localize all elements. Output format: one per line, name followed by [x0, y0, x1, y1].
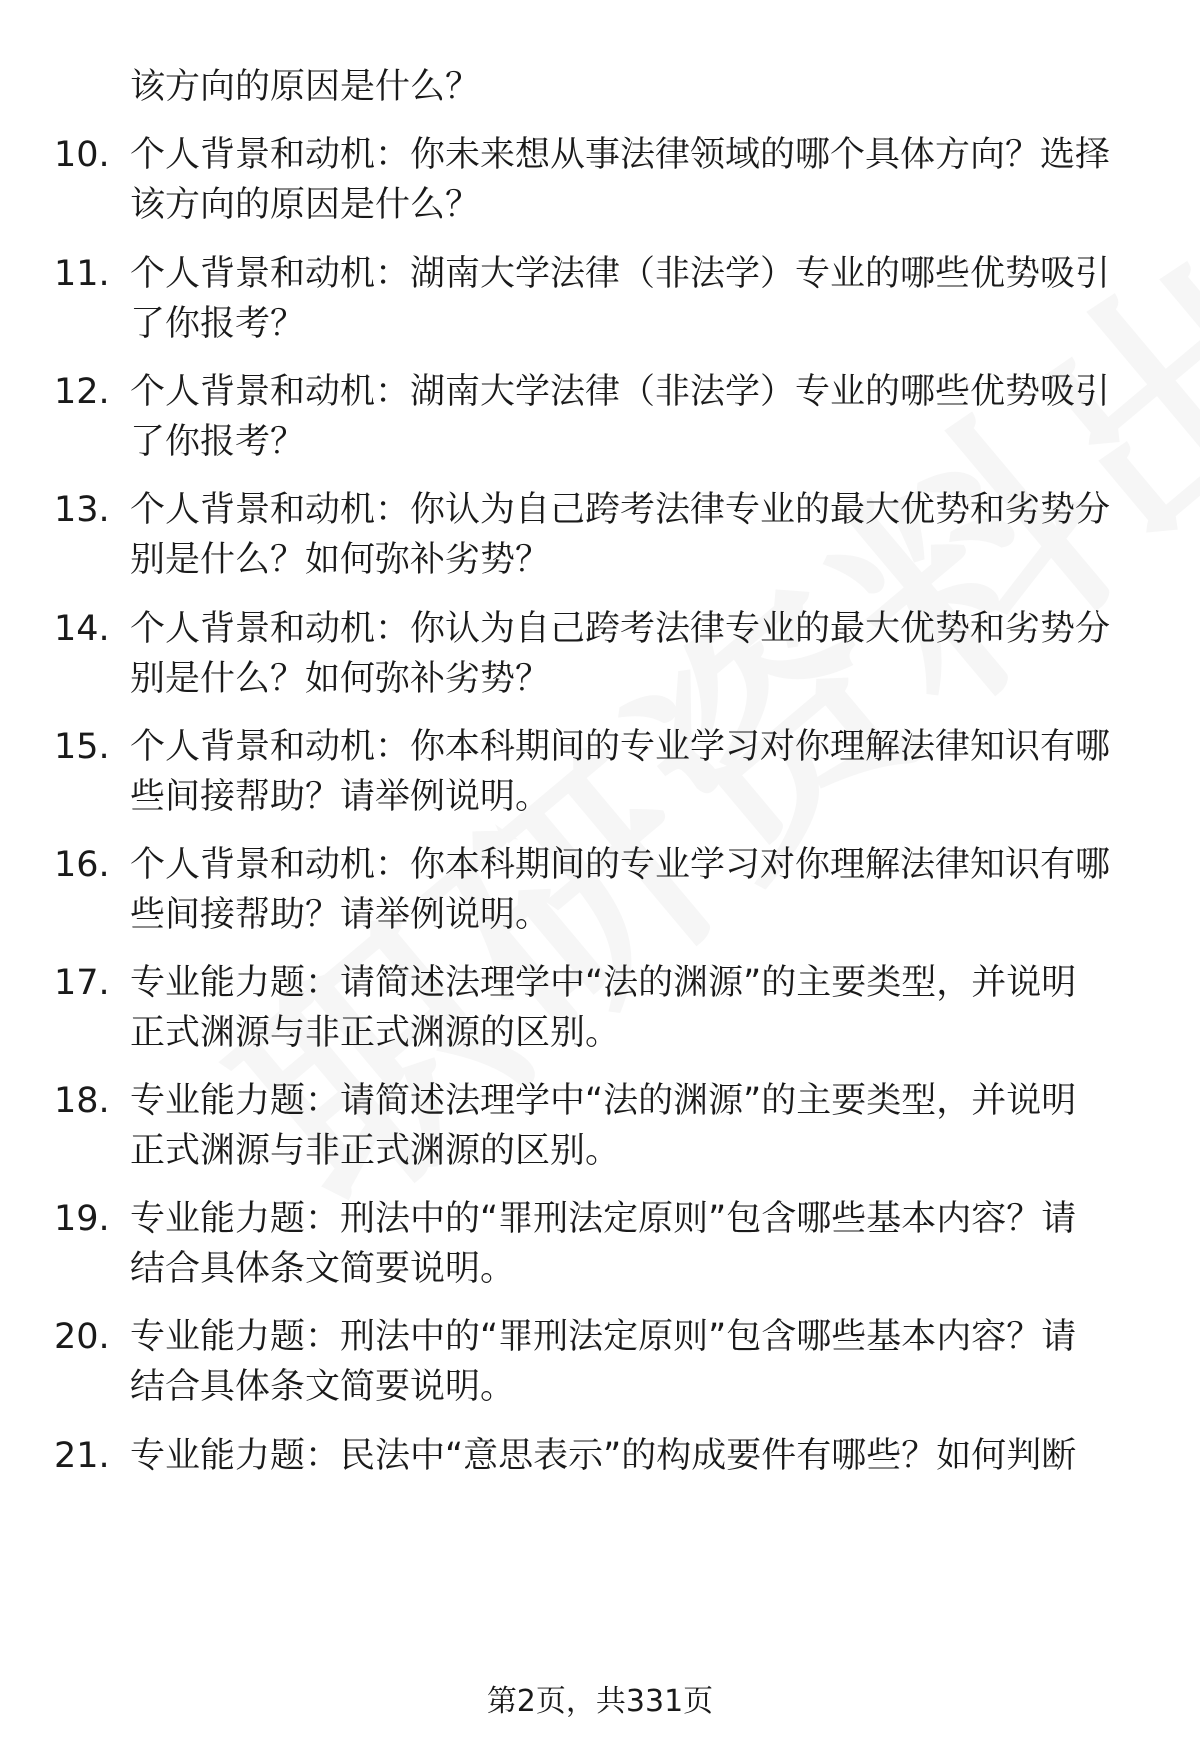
question-line: 个人背景和动机：你未来想从事法律领域的哪个具体方向？选择: [130, 135, 1111, 175]
question-line: 专业能力题：刑法中的“罪刑法定原则”包含哪些基本内容？请: [130, 1317, 1077, 1357]
question-line: 个人背景和动机：你本科期间的专业学习对你理解法律知识有哪: [130, 845, 1111, 885]
question-line: 些间接帮助？请举例说明。: [130, 895, 551, 935]
question-number: 19.: [54, 1199, 110, 1239]
question-text: [130, 840, 1138, 940]
question-line: 别是什么？如何弥补劣势？: [130, 659, 551, 699]
question-text: [130, 1194, 1138, 1294]
question-text: [130, 722, 1138, 822]
continuation-text: 该方向的原因是什么？: [130, 67, 481, 107]
question-line: 个人背景和动机：湖南大学法律（非法学）专业的哪些优势吸引: [130, 254, 1111, 294]
question-line: 了你报考？: [130, 422, 306, 462]
question-number: 17.: [54, 963, 110, 1003]
question-line: 正式渊源与非正式渊源的区别。: [130, 1131, 621, 1171]
question-number: 16.: [54, 845, 110, 885]
question-text: [130, 1312, 1138, 1412]
question-number: 15.: [54, 727, 110, 767]
question-text: [130, 604, 1138, 704]
question-number: 11.: [54, 254, 110, 294]
question-number: 21.: [54, 1436, 110, 1476]
question-text: [130, 367, 1138, 467]
question-line: 结合具体条文简要说明。: [130, 1367, 516, 1407]
question-line: 些间接帮助？请举例说明。: [130, 777, 551, 817]
question-text: [130, 958, 1138, 1058]
page-footer: 第2页，共331页: [486, 1684, 714, 1719]
question-line: 该方向的原因是什么？: [130, 185, 481, 225]
question-line: 结合具体条文简要说明。: [130, 1249, 516, 1289]
question-line: 专业能力题：请简述法理学中“法的渊源”的主要类型，并说明: [130, 1081, 1077, 1121]
question-text: [130, 1431, 1138, 1481]
question-line: 专业能力题：民法中“意思表示”的构成要件有哪些？如何判断: [130, 1436, 1077, 1476]
question-number: 18.: [54, 1081, 110, 1121]
question-number: 10.: [54, 135, 110, 175]
question-number: 12.: [54, 372, 110, 412]
question-text: [130, 249, 1138, 349]
question-line: 个人背景和动机：你认为自己跨考法律专业的最大优势和劣势分: [130, 609, 1111, 649]
question-line: 正式渊源与非正式渊源的区别。: [130, 1013, 621, 1053]
question-number: 13.: [54, 490, 110, 530]
question-text: [130, 130, 1138, 230]
question-text: [130, 1076, 1138, 1176]
question-number: 20.: [54, 1317, 110, 1357]
question-line: 个人背景和动机：你认为自己跨考法律专业的最大优势和劣势分: [130, 490, 1111, 530]
question-line: 个人背景和动机：湖南大学法律（非法学）专业的哪些优势吸引: [130, 372, 1111, 412]
question-line: 个人背景和动机：你本科期间的专业学习对你理解法律知识有哪: [130, 727, 1111, 767]
question-text: [130, 485, 1138, 585]
question-line: 专业能力题：刑法中的“罪刑法定原则”包含哪些基本内容？请: [130, 1199, 1077, 1239]
question-line: 别是什么？如何弥补劣势？: [130, 540, 551, 580]
question-line: 了你报考？: [130, 304, 306, 344]
question-number: 14.: [54, 609, 110, 649]
question-line: 专业能力题：请简述法理学中“法的渊源”的主要类型，并说明: [130, 963, 1077, 1003]
